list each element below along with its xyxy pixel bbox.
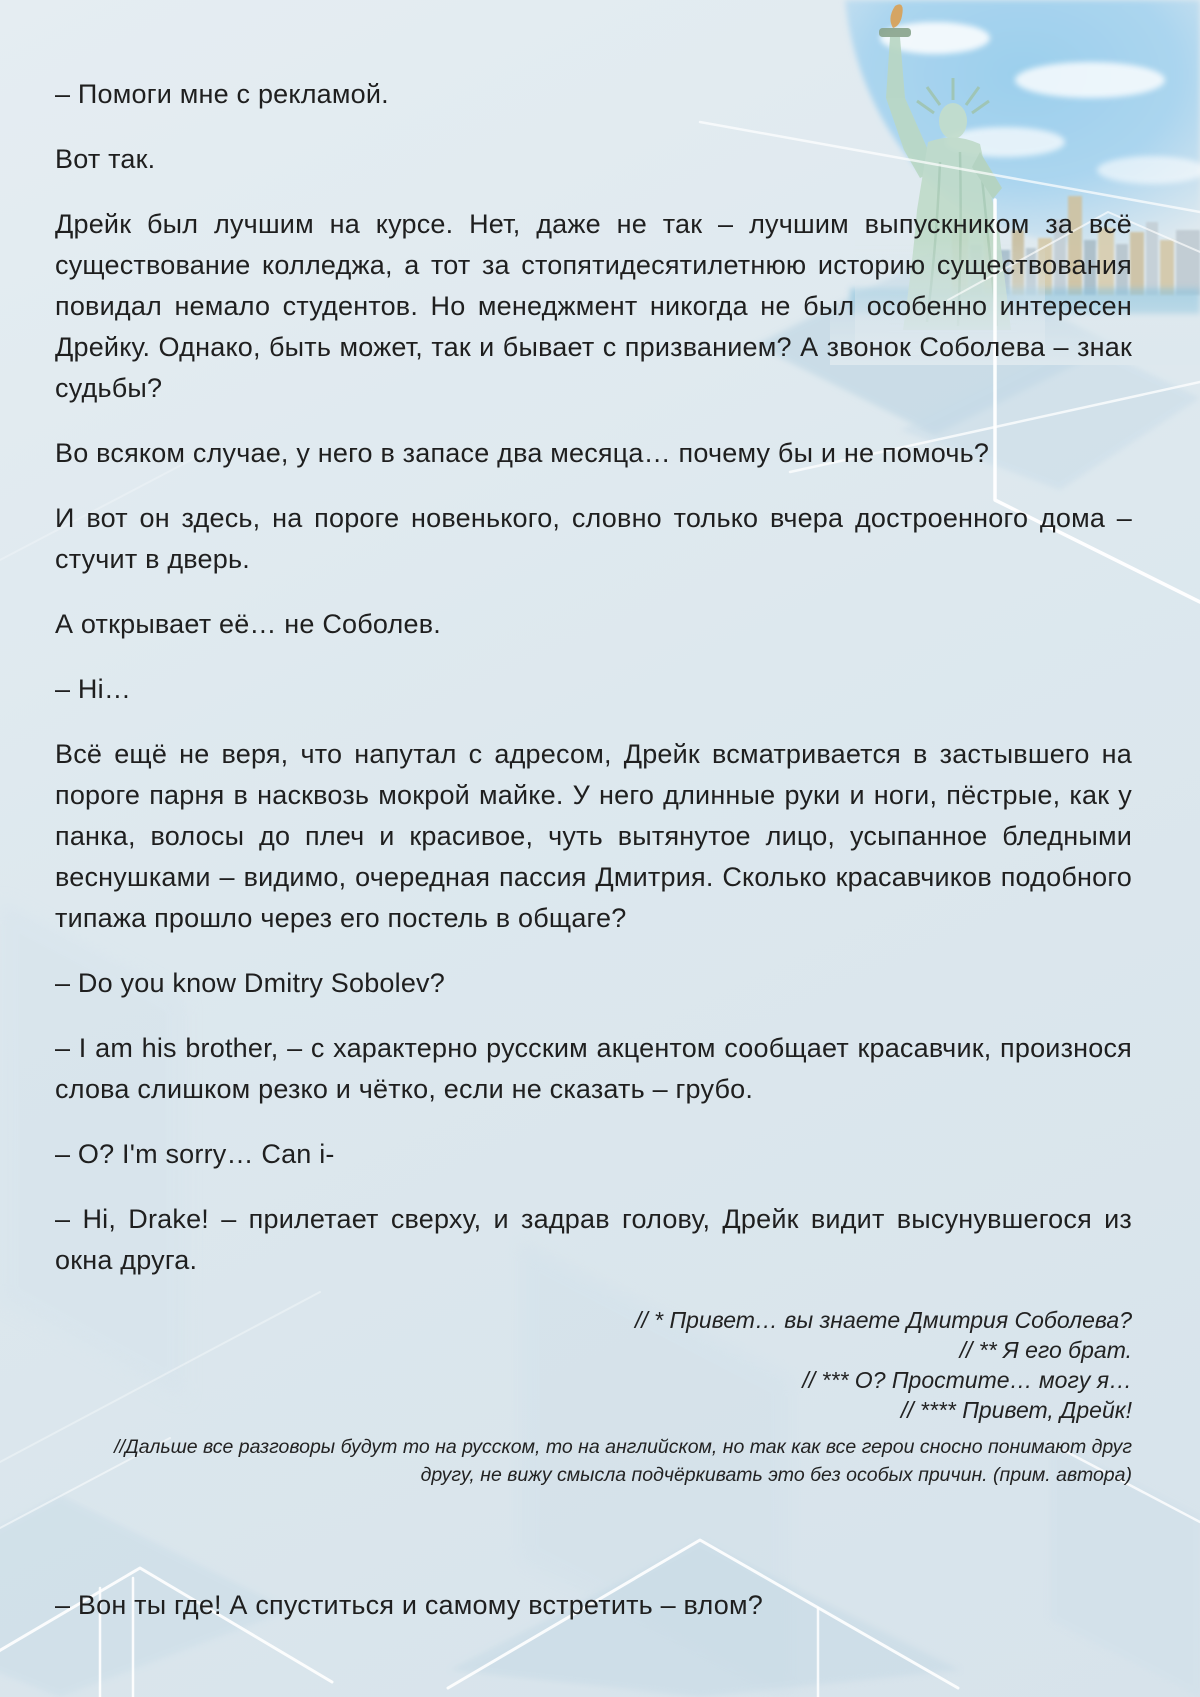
story-paragraph-10: – I am his brother, – с характерно русским акцентом сообщает красавчик, произнося слова слишком резко и чётко, если не сказать – грубо.: [55, 1033, 1132, 1104]
translation-note-2: // ** Я его брат.: [959, 1337, 1132, 1363]
closing-dialogue-line: – Вон ты где! А спуститься и самому встретить – влом?: [55, 1590, 763, 1620]
story-paragraph-9: – Do you know Dmitry Sobolev?: [55, 968, 445, 998]
story-paragraph-5: И вот он здесь, на пороге новенького, словно только вчера достроенного дома – стучит в дверь.: [55, 503, 1132, 574]
story-paragraph-1: – Помоги мне с рекламой.: [55, 79, 389, 109]
story-paragraph-11: – O? I'm sorry… Can i-: [55, 1139, 335, 1169]
translation-note-3: // *** О? Простите… могу я…: [802, 1367, 1132, 1393]
story-paragraph-3: Дрейк был лучшим на курсе. Нет, даже не так – лучшим выпускником за всё существование колледжа, а тот за стопятидесятилетнюю историю существования повидал немало студентов. Но менеджмент никогда не был особенно интересен Дрейку. Однако, быть может, так и бывает с призванием? А звонок Соболева – знак судьбы?: [55, 209, 1132, 403]
author-note: //Дальше все разговоры будут то на русском, то на английском, но так как все герои сносно понимают друг другу, не вижу смысла подчёркивать это без особых причин. (прим. автора): [114, 1436, 1132, 1486]
story-paragraph-12: – Hi, Drake! – прилетает сверху, и задрав голову, Дрейк видит высунувшегося из окна друга.: [55, 1204, 1132, 1275]
translation-note-4: // **** Привет, Дрейк!: [900, 1397, 1132, 1423]
story-paragraph-4: Во всяком случае, у него в запасе два месяца… почему бы и не помочь?: [55, 438, 990, 468]
story-paragraph-6: А открывает её… не Соболев.: [55, 609, 441, 639]
translation-note-1: // * Привет… вы знаете Дмитрия Соболева?: [634, 1307, 1132, 1333]
story-paragraph-2: Вот так.: [55, 144, 156, 174]
story-paragraph-7: – Hi…: [55, 674, 132, 704]
translation-notes: [55, 1305, 1132, 1425]
story-paragraph-8: Всё ещё не веря, что напутал с адресом, Дрейк всматривается в застывшего на пороге парня в насквозь мокрой майке. У него длинные руки и ноги, пёстрые, как у панка, волосы до плеч и красивое, чуть вытянутое лицо, усыпанное бледными веснушками – видимо, очередная пассия Дмитрия. Сколько красавчиков подобного типажа прошло через его постель в общаге?: [55, 739, 1132, 933]
